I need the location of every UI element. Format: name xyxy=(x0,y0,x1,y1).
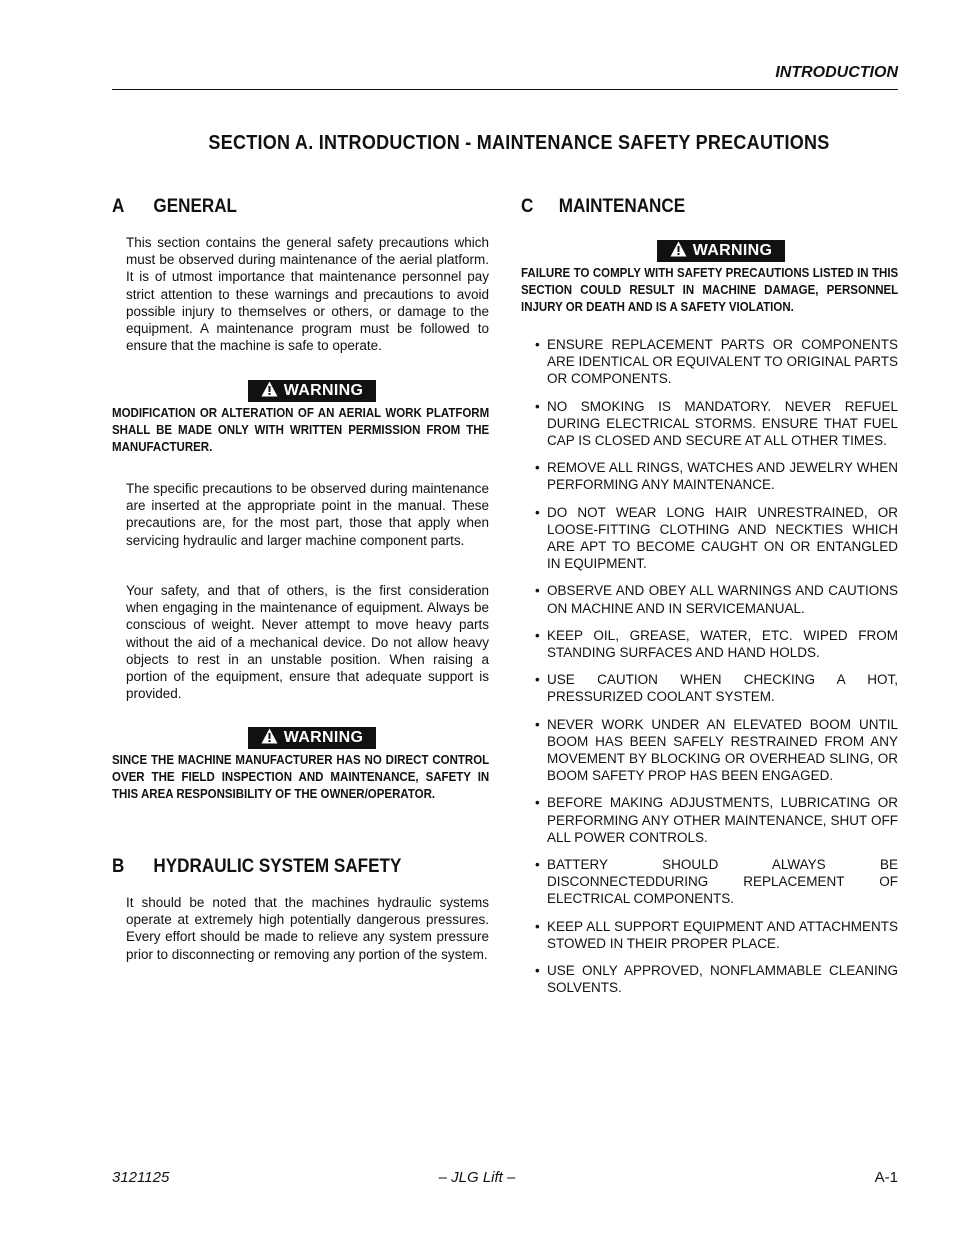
list-item: • BATTERY SHOULD ALWAYS BE DISCONNECTEDDURING REPLACEMENT OF ELECTRICAL COMPONENTS. xyxy=(535,857,898,907)
list-item: • NEVER WORK UNDER AN ELEVATED BOOM UNTIL BOOM HAS BEEN SAFELY RESTRAINED FROM ANY MOVEMENT BY BLOCKING OR OVERHEAD SLING, OR BOOM SAFETY PROP HAS BEEN ENGAGED. xyxy=(535,716,898,784)
warning-triangle-icon xyxy=(261,728,278,744)
warning-badge-3 xyxy=(657,240,785,262)
section-title: SECTION A. INTRODUCTION - MAINTENANCE SAFETY PRECAUTIONS xyxy=(208,132,830,154)
heading-maintenance xyxy=(521,196,685,218)
heading-text: GENERAL xyxy=(153,196,238,217)
warning-text-2: SINCE THE MACHINE MANUFACTURER HAS NO DIRECT CONTROL OVER THE FIELD INSPECTION AND MAINTENANCE, SAFETY IN THIS AREA RESPONSIBILITY OF THE OWNER/OPERATOR. xyxy=(112,753,490,802)
hydraulic-paragraph: It should be noted that the machines hydraulic systems operate at extremely high potentially dangerous pressures. Every effort should be made to relieve any system pressure prior to disconnecting or removing any portion of the system. xyxy=(126,895,489,962)
list-item: • NO SMOKING IS MANDATORY. NEVER REFUEL DURING ELECTRICAL STORMS. ENSURE THAT FUEL CAP IS CLOSED AND SECURE AT ALL OTHER TIMES. xyxy=(535,398,898,449)
heading-hydraulic xyxy=(112,856,401,878)
heading-letter: B xyxy=(112,856,125,877)
warning-triangle-icon xyxy=(261,381,278,397)
list-item: • BEFORE MAKING ADJUSTMENTS, LUBRICATING OR PERFORMING ANY OTHER MAINTENANCE, SHUT OFF ALL POWER CONTROLS. xyxy=(535,795,898,845)
list-item: • DO NOT WEAR LONG HAIR UNRESTRAINED, OR LOOSE-FITTING CLOTHING AND NECKTIES WHICH ARE APT TO BECOME CAUGHT ON OR ENTANGLED IN EQUIPMENT. xyxy=(535,504,898,572)
warning-label: WARNING xyxy=(692,242,773,259)
footer-brand: – JLG Lift – xyxy=(438,1169,516,1186)
warning-text-3: FAILURE TO COMPLY WITH SAFETY PRECAUTIONS LISTED IN THIS SECTION COULD RESULT IN MACHINE DAMAGE, PERSONNEL INJURY OR DEATH AND IS A SAFETY VIOLATION. xyxy=(521,266,899,315)
running-header: INTRODUCTION xyxy=(775,64,898,81)
heading-text: HYDRAULIC SYSTEM SAFETY xyxy=(153,856,402,877)
list-item: • ENSURE REPLACEMENT PARTS OR COMPONENTS ARE IDENTICAL OR EQUIVALENT TO ORIGINAL PARTS OR COMPONENTS. xyxy=(535,337,898,387)
general-paragraph-2: The specific precautions to be observed during maintenance are inserted at the appropriate point in the manual. These precautions are, for the most part, those that apply when servicing hydraulic and larger machine component parts. xyxy=(126,481,489,548)
general-paragraph-1: This section contains the general safety precautions which must be observed during maintenance of the aerial platform. It is of utmost importance that maintenance personnel pay strict attention to these warnings and precautions to avoid possible injury to themselves or others, or damage to the equipment. A maintenance program must be followed to ensure that the machine is safe to operate. xyxy=(126,235,489,354)
list-item: • REMOVE ALL RINGS, WATCHES AND JEWELRY WHEN PERFORMING ANY MAINTENANCE. xyxy=(535,460,898,493)
list-item: • KEEP ALL SUPPORT EQUIPMENT AND ATTACHMENTS STOWED IN THEIR PROPER PLACE. xyxy=(535,918,898,951)
heading-letter: A xyxy=(112,196,125,217)
list-item: • USE CAUTION WHEN CHECKING A HOT, PRESSURIZED COOLANT SYSTEM. xyxy=(535,672,898,705)
precautions-list xyxy=(521,336,898,1007)
footer-page-number: A-1 xyxy=(874,1169,898,1186)
heading-text: MAINTENANCE xyxy=(558,196,686,217)
general-paragraph-3: Your safety, and that of others, is the first consideration when engaging in the maintenance of equipment. Always be conscious of weight. Never attempt to move heavy parts without the aid of a mechanical device. Do not allow heavy objects to rest in an unstable position. When raising a portion of the equipment, ensure that adequate support is provided. xyxy=(126,583,489,702)
heading-letter: C xyxy=(521,196,534,217)
list-item: • KEEP OIL, GREASE, WATER, ETC. WIPED FROM STANDING SURFACES AND HAND HOLDS. xyxy=(535,627,898,661)
footer-doc-number: 3121125 xyxy=(112,1169,170,1186)
warning-text-1: MODIFICATION OR ALTERATION OF AN AERIAL WORK PLATFORM SHALL BE MADE ONLY WITH WRITTEN PERMISSION FROM THE MANUFACTURER. xyxy=(112,406,490,455)
list-item: • USE ONLY APPROVED, NONFLAMMABLE CLEANING SOLVENTS. xyxy=(535,963,898,996)
header-rule xyxy=(112,89,898,90)
warning-badge-2 xyxy=(248,727,376,749)
warning-label: WARNING xyxy=(283,729,364,746)
heading-general xyxy=(112,196,237,218)
warning-triangle-icon xyxy=(670,241,687,257)
warning-badge-1 xyxy=(248,380,376,402)
list-item: • OBSERVE AND OBEY ALL WARNINGS AND CAUTIONS ON MACHINE AND IN SERVICEMANUAL. xyxy=(535,583,898,616)
warning-label: WARNING xyxy=(283,382,364,399)
